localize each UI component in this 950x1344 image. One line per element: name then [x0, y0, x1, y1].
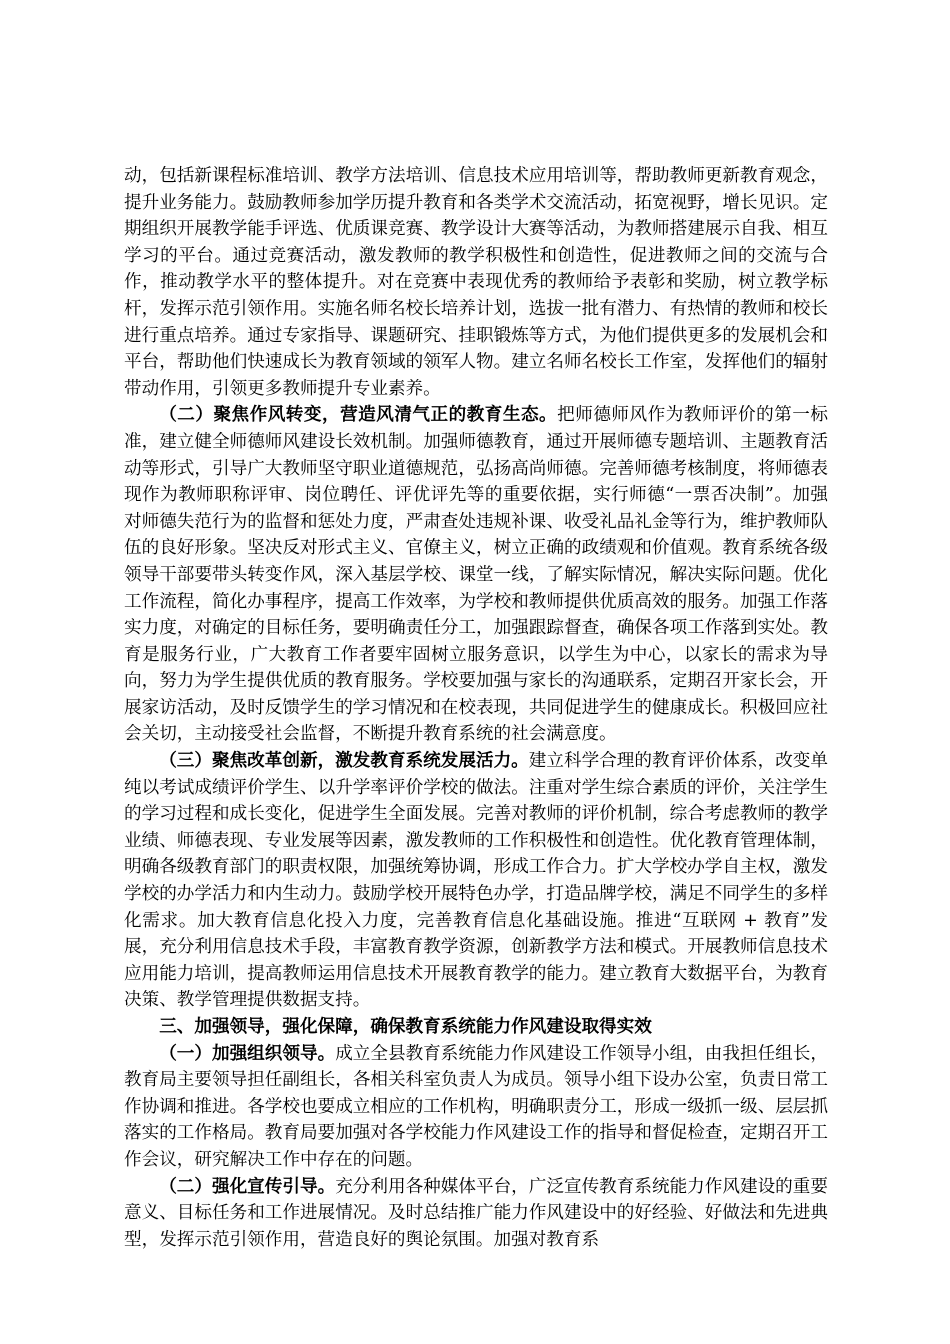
document-page — [124, 163, 828, 1253]
body-paragraph-reform — [124, 748, 828, 1014]
paragraph-lead-heading: （一）加强组织领导。 — [159, 1042, 336, 1064]
section-heading: 三、加强领导，强化保障，确保教育系统能力作风建设取得实效 — [159, 1016, 652, 1037]
paragraph-lead-heading: （二）聚焦作风转变，营造风清气正的教育生态。 — [159, 404, 558, 426]
body-paragraph-style-change — [124, 402, 828, 748]
paragraph-text: 成立全县教育系统能力作风建设工作领导小组，由我担任组长，教育局主要领导担任副组长，各相关科室负责人为成员。领导小组下设办公室，负责日常工作协调和推进。各学校也要成立相应的工作机构，明确职责分工，形成一级抓一级、层层抓落实的工作格局。教育局要加强对各学校能力作风建设工作的指导和督促检查，定期召开工作会议，研究解决工作中存在的问题。 — [124, 1043, 828, 1170]
paragraph-text: 建立科学合理的教育评价体系，改变单纯以考试成绩评价学生、以升学率评价学校的做法。注重对学生综合素质的评价，关注学生的学习过程和成长变化，促进学生全面发展。完善对教师的评价机制，综合考虑教师的教学业绩、师德表现、专业发展等因素，激发教师的工作积极性和创造性。优化教育管理体制，明确各级教育部门的职责权限，加强统筹协调，形成工作合力。扩大学校办学自主权，激发学校的办学活力和内生动力。鼓励学校开展特色办学，打造品牌学校，满足不同学生的多样化需求。加大教育信息化投入力度，完善教育信息化基础设施。推进“互联网 + 教育”发展，充分利用信息技术手段，丰富教育教学资源，创新教学方法和模式。开展教师信息技术应用能力培训，提高教师运用信息技术开展教育教学的能力。建立教育大数据平台，为教育决策、教学管理提供数据支持。 — [124, 751, 828, 1011]
paragraph-lead-heading: （三）聚焦改革创新，激发教育系统发展活力。 — [159, 750, 529, 772]
paragraph-text: 把师德师风作为教师评价的第一标准，建立健全师德师风建设长效机制。加强师德教育，通过开展师德专题培训、主题教育活动等形式，引导广大教师坚守职业道德规范，弘扬高尚师德。完善师德考核制度，将师德表现作为教师职称评审、岗位聘任、评优评先等的重要依据，实行师德“一票否决制”。加强对师德失范行为的监督和惩处力度，严肃查处违规补课、收受礼品礼金等行为，维护教师队伍的良好形象。坚决反对形式主义、官僚主义，树立正确的政绩观和价值观。教育系统各级领导干部要带头转变作风，深入基层学校、课堂一线，了解实际情况，解决实际问题。优化工作流程，简化办事程序，提高工作效率，为学校和教师提供优质高效的服务。加强工作落实力度，对确定的目标任务，要明确责任分工，加强跟踪督查，确保各项工作落到实处。教育是服务行业，广大教育工作者要牢固树立服务意识，以学生为中心，以家长的需求为导向，努力为学生提供优质的教育服务。学校要加强与家长的沟通联系，定期召开家长会，开展家访活动，及时反馈学生的学习情况和在校表现，共同促进学生的健康成长。积极回应社会关切，主动接受社会监督，不断提升教育系统的社会满意度。 — [124, 405, 828, 745]
paragraph-lead-heading: （二）强化宣传引导。 — [159, 1175, 336, 1197]
body-paragraph-continuation: 动，包括新课程标准培训、教学方法培训、信息技术应用培训等，帮助教师更新教育观念，提升业务能力。鼓励教师参加学历提升教育和各类学术交流活动，拓宽视野，增长见识。定期组织开展教学能手评选、优质课竞赛、教学设计大赛等活动，为教师搭建展示自我、相互学习的平台。通过竞赛活动，激发教师的教学积极性和创造性，促进教师之间的交流与合作，推动教学水平的整体提升。对在竞赛中表现优秀的教师给予表彰和奖励，树立教学标杆，发挥示范引领作用。实施名师名校长培养计划，选拔一批有潜力、有热情的教师和校长进行重点培养。通过专家指导、课题研究、挂职锻炼等方式，为他们提供更多的发展机会和平台，帮助他们快速成长为教育领域的领军人物。建立名师名校长工作室，发挥他们的辐射带动作用，引领更多教师提升专业素养。 — [124, 166, 828, 399]
body-paragraph-organization — [124, 1041, 828, 1174]
paragraph-text: 充分利用各种媒体平台，广泛宣传教育系统能力作风建设的重要意义、目标任务和工作进展情况。及时总结推广能力作风建设中的好经验、好做法和先进典型，发挥示范引领作用，营造良好的舆论氛围。加强对教育系 — [124, 1176, 828, 1250]
body-paragraph-publicity — [124, 1174, 828, 1254]
